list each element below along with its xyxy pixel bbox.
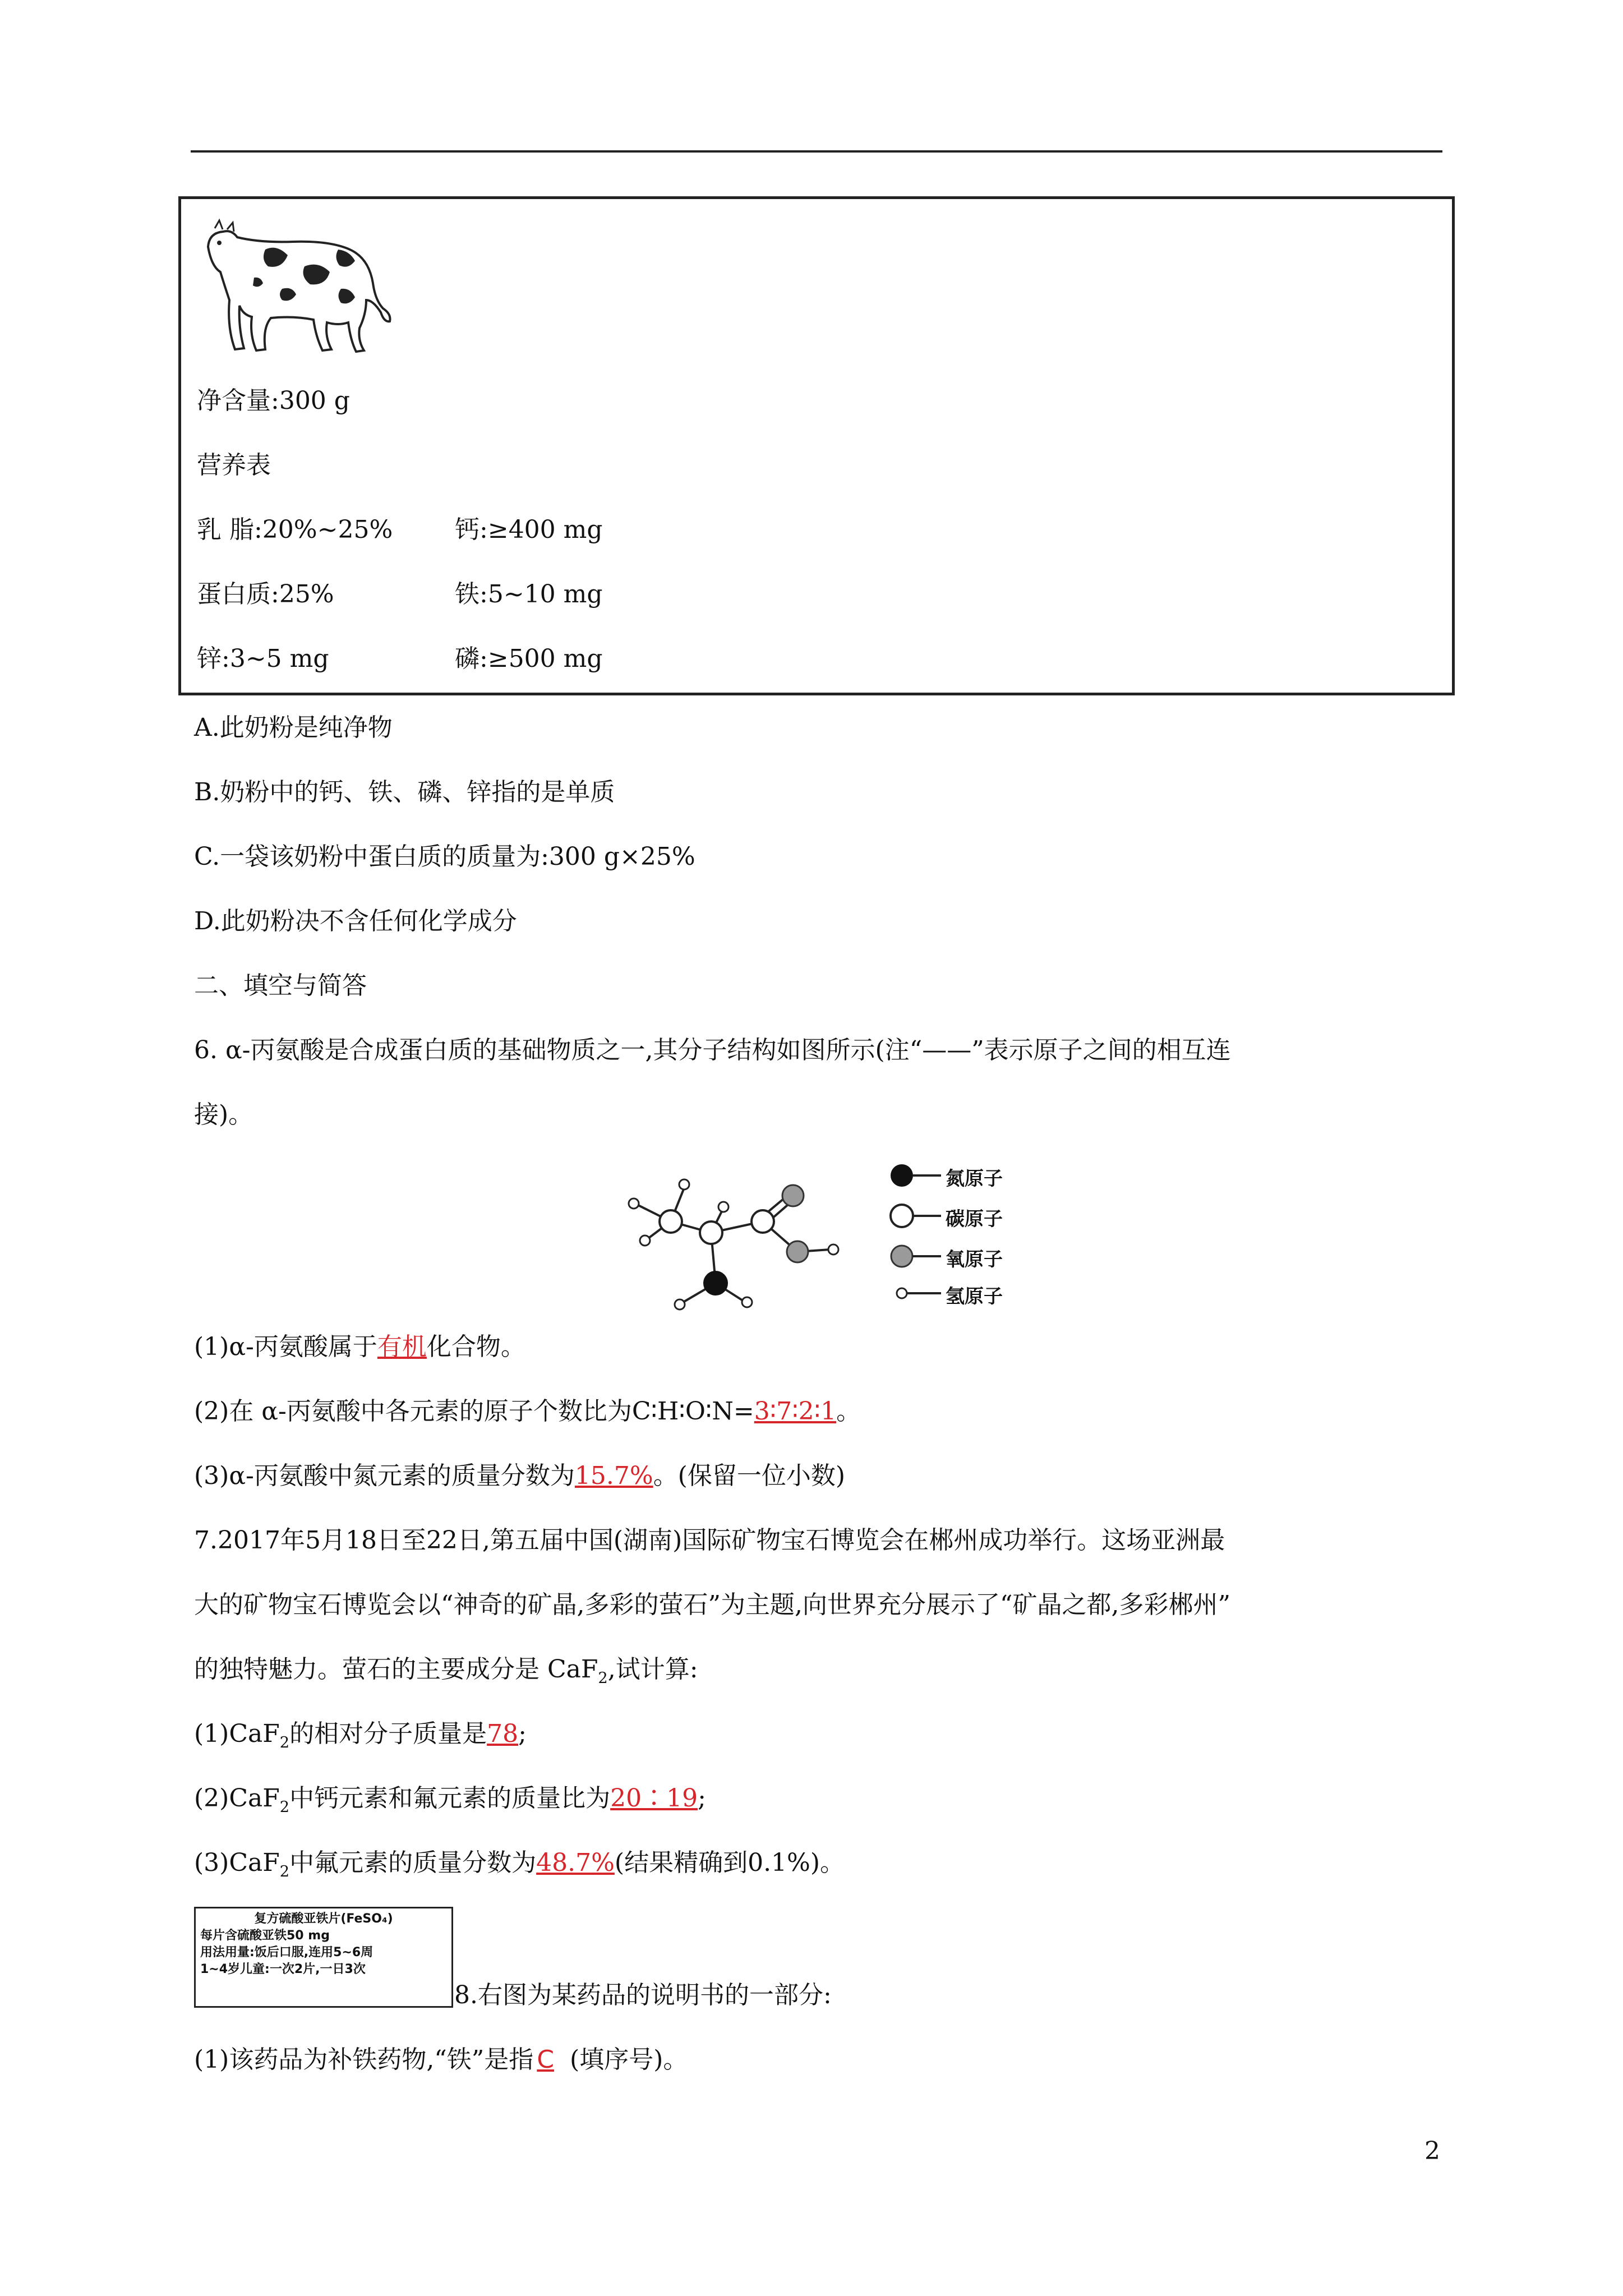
- nutrition-row-left: 蛋白质:25%: [197, 580, 334, 608]
- legend-oxygen: 氧原子: [946, 1248, 1003, 1271]
- q7-stem-line1: 7.2017年5月18日至22日,第五届中国(湖南)国际矿物宝石博览会在郴州成功举行。这场亚洲最: [194, 1526, 1225, 1555]
- q7-part3-answer: 48.7%: [536, 1848, 615, 1877]
- q7-part2-answer: 20∶19: [610, 1784, 698, 1813]
- q6-part2: (2)在 α-丙氨酸中各元素的原子个数比为C∶H∶O∶N=3∶7∶2∶1。: [194, 1397, 861, 1426]
- medicine-title: 复方硫酸亚铁片(FeSO₄): [254, 1912, 393, 1926]
- q6-stem-line1: 6. α-丙氨酸是合成蛋白质的基础物质之一,其分子结构如图所示(注“——”表示原子之间的相互连: [194, 1036, 1231, 1064]
- medicine-instruction-box: [194, 1907, 453, 2008]
- q7-part1: (1)CaF$_2$的相对分子质量是78;: [194, 1719, 527, 1751]
- legend-symbols: [885, 1161, 947, 1312]
- nutrition-row-right: 铁:5~10 mg: [455, 580, 603, 608]
- q6-part1: (1)α-丙氨酸属于有机化合物。: [194, 1333, 525, 1361]
- cow-illustration: [198, 216, 400, 356]
- q7-stem-line3: 的独特魅力。萤石的主要成分是 CaF$_2$,试计算:: [194, 1655, 698, 1687]
- nutrition-title: 营养表: [197, 451, 271, 480]
- q8-stem: 8.右图为某药品的说明书的一部分:: [454, 1981, 832, 2009]
- page-number: 2: [1424, 2137, 1440, 2165]
- option-b: B.奶粉中的钙、铁、磷、锌指的是单质: [194, 778, 615, 806]
- net-content: 净含量:300 g: [197, 386, 350, 415]
- q6-stem-line2: 接)。: [194, 1100, 253, 1129]
- q6-part1-answer: 有机: [377, 1333, 427, 1361]
- q7-stem-line2: 大的矿物宝石博览会以“神奇的矿晶,多彩的萤石”为主题,向世界充分展示了“矿晶之都,多彩郴州”: [194, 1590, 1230, 1619]
- q6-part3-answer: 15.7%: [574, 1461, 653, 1490]
- medicine-children: 1~4岁儿童:一次2片,一日3次: [200, 1962, 366, 1976]
- nutrition-row-left: 乳 脂:20%~25%: [197, 515, 393, 544]
- q8-part1-answer: C: [537, 2045, 555, 2074]
- q7-part3: (3)CaF$_2$中氟元素的质量分数为48.7%(结果精确到0.1%)。: [194, 1848, 845, 1880]
- medicine-usage: 用法用量:饭后口服,连用5~6周: [200, 1945, 374, 1960]
- option-a: A.此奶粉是纯净物: [194, 713, 393, 742]
- q8-part1: (1)该药品为补铁药物,“铁”是指 C (填序号)。: [194, 2045, 688, 2074]
- nutrition-row-right: 磷:≥500 mg: [455, 644, 603, 673]
- header-rule: [191, 150, 1442, 153]
- medicine-dose: 每片含硫酸亚铁50 mg: [200, 1929, 330, 1943]
- legend-hydrogen: 氢原子: [946, 1285, 1003, 1308]
- section-heading: 二、填空与简答: [194, 971, 367, 1000]
- nutrition-row-right: 钙:≥400 mg: [455, 515, 603, 544]
- legend-carbon: 碳原子: [946, 1208, 1003, 1230]
- q7-part2: (2)CaF$_2$中钙元素和氟元素的质量比为20∶19;: [194, 1784, 706, 1816]
- q6-part3: (3)α-丙氨酸中氮元素的质量分数为15.7%。(保留一位小数): [194, 1461, 846, 1490]
- option-d: D.此奶粉决不含任何化学成分: [194, 907, 517, 935]
- q7-part1-answer: 78: [487, 1719, 519, 1748]
- milk-label-box: [178, 196, 1455, 695]
- q6-part2-answer: 3∶7∶2∶1: [754, 1397, 837, 1426]
- legend-nitrogen: 氮原子: [946, 1168, 1003, 1190]
- option-c: C.一袋该奶粉中蛋白质的质量为:300 g×25%: [194, 842, 695, 871]
- alanine-structure-diagram: [617, 1155, 864, 1318]
- nutrition-row-left: 锌:3~5 mg: [197, 644, 329, 673]
